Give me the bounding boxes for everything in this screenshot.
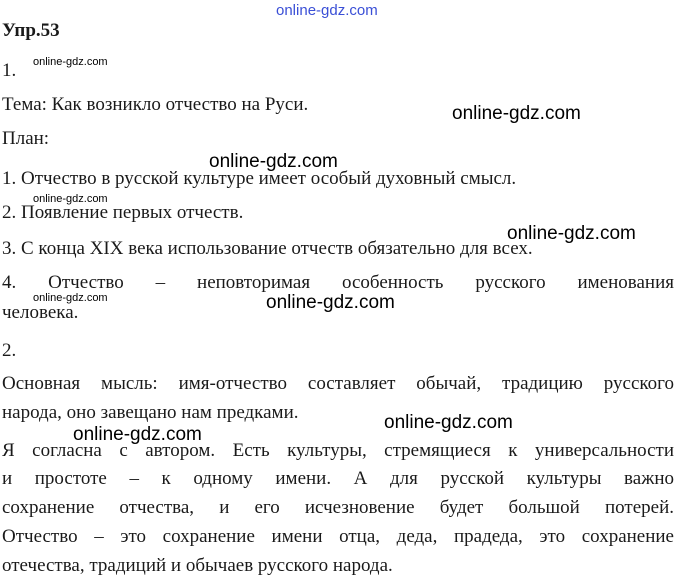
plan-item-1: 1. Отчество в русской культуре имеет особый духовный смысл. xyxy=(2,168,517,189)
plan-item-4-continued: человека. xyxy=(2,302,79,323)
watermark-3: online-gdz.com xyxy=(209,151,338,172)
opinion-line-3: сохранение отчества, и его исчезновение будет большой потерей. xyxy=(2,497,674,518)
opinion-line-1: Я согласна с автором. Есть культуры, стремящиеся к универсальности xyxy=(2,440,674,461)
main-idea-line-2: народа, оно завещано нам предками. xyxy=(2,402,299,423)
watermark-9: online-gdz.com xyxy=(73,424,202,445)
watermark-top: online-gdz.com xyxy=(276,2,378,19)
opinion-line-5: отечества, традиций и обычаев русского народа. xyxy=(2,555,393,576)
plan-label: План: xyxy=(2,128,50,149)
plan-item-3: 3. С конца XIX века использование отчеств обязательно для всех. xyxy=(2,238,533,259)
plan-item-4: 4. Отчество – неповторимая особенность русского именования xyxy=(2,272,674,293)
plan-item-2: 2. Появление первых отчеств. xyxy=(2,202,244,223)
watermark-7: online-gdz.com xyxy=(266,292,395,313)
opinion-line-2: и простоте – к одному имени. А для русской культуры важно xyxy=(2,468,674,489)
watermark-2: online-gdz.com xyxy=(452,103,581,124)
opinion-line-4: Отчество – это сохранение имени отца, деда, прадеда, это сохранение xyxy=(2,526,674,547)
part-1-number: 1. xyxy=(2,60,17,81)
watermark-6: online-gdz.com xyxy=(33,292,108,304)
watermark-5: online-gdz.com xyxy=(507,223,636,244)
watermark-8: online-gdz.com xyxy=(384,412,513,433)
main-idea-line-1: Основная мысль: имя-отчество составляет обычай, традицию русского xyxy=(2,373,674,394)
topic-line: Тема: Как возникло отчество на Руси. xyxy=(2,94,309,115)
exercise-title: Упр.53 xyxy=(2,20,60,41)
watermark-4: online-gdz.com xyxy=(33,193,108,205)
watermark-1: online-gdz.com xyxy=(33,56,108,68)
part-2-number: 2. xyxy=(2,340,17,361)
